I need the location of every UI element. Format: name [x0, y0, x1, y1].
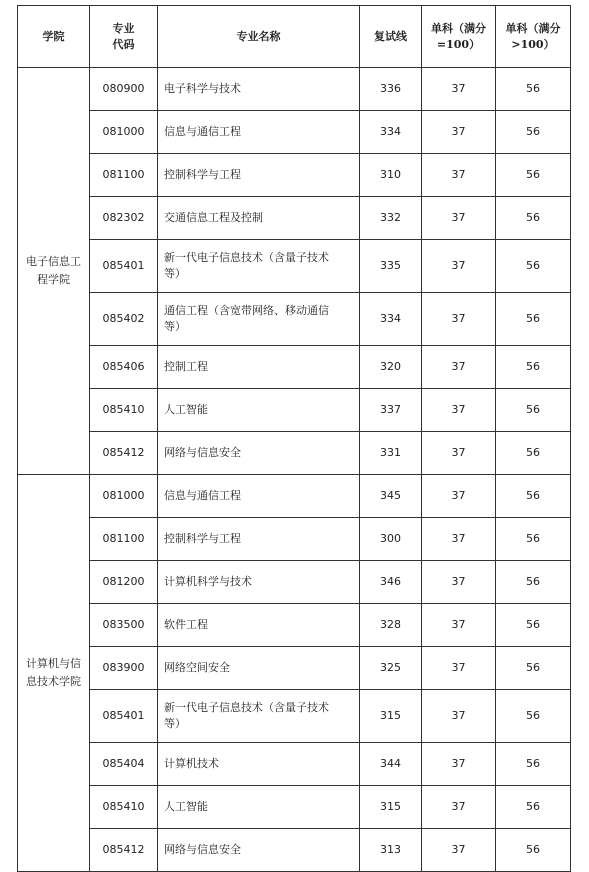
- major-name-cell: 网络空间安全: [158, 647, 360, 690]
- major-code-cell: 083900: [90, 647, 158, 690]
- header-single-gt100: [496, 6, 571, 68]
- header-single-100-text: 单科（满分 =100）: [431, 21, 486, 51]
- major-code-cell: 083500: [90, 604, 158, 647]
- major-code-cell: 081100: [90, 518, 158, 561]
- table-row: [18, 389, 571, 432]
- retest-score-cell: 315: [360, 786, 422, 829]
- major-name-cell: 计算机科学与技术: [158, 561, 360, 604]
- college-cell: 计算机与信 息技术学院: [18, 475, 90, 872]
- single-gt100-cell: 56: [496, 743, 571, 786]
- single-100-cell: 37: [422, 293, 496, 346]
- single-gt100-cell: 56: [496, 690, 571, 743]
- single-gt100-cell: 56: [496, 518, 571, 561]
- single-gt100-cell: 56: [496, 111, 571, 154]
- major-name-cell: 通信工程（含宽带网络、移动通信 等）: [158, 293, 360, 346]
- single-gt100-cell: 56: [496, 293, 571, 346]
- table-row: [18, 829, 571, 872]
- major-name-cell: 网络与信息安全: [158, 432, 360, 475]
- major-name-cell: 人工智能: [158, 786, 360, 829]
- single-gt100-cell: 56: [496, 432, 571, 475]
- header-row: [18, 6, 571, 68]
- major-code-cell: 085402: [90, 293, 158, 346]
- major-name-cell: 新一代电子信息技术（含量子技术 等）: [158, 240, 360, 293]
- retest-score-cell: 344: [360, 743, 422, 786]
- retest-score-cell: 332: [360, 197, 422, 240]
- table-row: [18, 346, 571, 389]
- table-row: [18, 690, 571, 743]
- major-name-cell: 信息与通信工程: [158, 111, 360, 154]
- retest-score-cell: 313: [360, 829, 422, 872]
- major-name-cell: 新一代电子信息技术（含量子技术 等）: [158, 690, 360, 743]
- table-row: [18, 743, 571, 786]
- single-100-cell: 37: [422, 743, 496, 786]
- header-single-gt100-text: 单科（满分 >100）: [505, 21, 561, 51]
- major-name-cell: 信息与通信工程: [158, 475, 360, 518]
- single-100-cell: 37: [422, 475, 496, 518]
- table-row: [18, 475, 571, 518]
- single-100-cell: 37: [422, 561, 496, 604]
- single-100-cell: 37: [422, 154, 496, 197]
- major-code-cell: 085406: [90, 346, 158, 389]
- major-name-cell: 控制工程: [158, 346, 360, 389]
- single-100-cell: 37: [422, 346, 496, 389]
- major-name-cell: 交通信息工程及控制: [158, 197, 360, 240]
- college-cell: 电子信息工 程学院: [18, 68, 90, 475]
- table-row: [18, 647, 571, 690]
- single-gt100-cell: 56: [496, 240, 571, 293]
- single-100-cell: 37: [422, 518, 496, 561]
- retest-score-cell: 300: [360, 518, 422, 561]
- single-100-cell: 37: [422, 68, 496, 111]
- header-retest: 复试线: [360, 6, 422, 68]
- retest-score-cell: 320: [360, 346, 422, 389]
- single-gt100-cell: 56: [496, 346, 571, 389]
- score-table: [17, 5, 571, 872]
- retest-score-cell: 310: [360, 154, 422, 197]
- retest-score-cell: 315: [360, 690, 422, 743]
- major-name-cell: 软件工程: [158, 604, 360, 647]
- single-gt100-cell: 56: [496, 68, 571, 111]
- table-row: [18, 68, 571, 111]
- single-100-cell: 37: [422, 647, 496, 690]
- table-row: [18, 518, 571, 561]
- major-code-cell: 085412: [90, 829, 158, 872]
- retest-score-cell: 335: [360, 240, 422, 293]
- table-row: [18, 154, 571, 197]
- single-gt100-cell: 56: [496, 475, 571, 518]
- major-name-cell: 网络与信息安全: [158, 829, 360, 872]
- single-100-cell: 37: [422, 604, 496, 647]
- retest-score-cell: 334: [360, 111, 422, 154]
- header-college: 学院: [18, 6, 90, 68]
- major-code-cell: 085401: [90, 690, 158, 743]
- major-code-cell: 085410: [90, 786, 158, 829]
- major-code-cell: 080900: [90, 68, 158, 111]
- single-gt100-cell: 56: [496, 154, 571, 197]
- retest-score-cell: 334: [360, 293, 422, 346]
- header-code-text: 专业 代码: [112, 21, 135, 51]
- table-row: [18, 197, 571, 240]
- single-100-cell: 37: [422, 197, 496, 240]
- major-code-cell: 085404: [90, 743, 158, 786]
- single-100-cell: 37: [422, 240, 496, 293]
- single-100-cell: 37: [422, 690, 496, 743]
- single-gt100-cell: 56: [496, 647, 571, 690]
- retest-score-cell: 336: [360, 68, 422, 111]
- major-name-cell: 计算机技术: [158, 743, 360, 786]
- table-row: [18, 561, 571, 604]
- major-name-cell: 电子科学与技术: [158, 68, 360, 111]
- single-gt100-cell: 56: [496, 197, 571, 240]
- header-name: 专业名称: [158, 6, 360, 68]
- header-code: [90, 6, 158, 68]
- table-row: [18, 604, 571, 647]
- table-row: [18, 111, 571, 154]
- single-100-cell: 37: [422, 111, 496, 154]
- major-name-cell: 人工智能: [158, 389, 360, 432]
- major-code-cell: 081000: [90, 475, 158, 518]
- retest-score-cell: 345: [360, 475, 422, 518]
- major-code-cell: 081100: [90, 154, 158, 197]
- retest-score-cell: 325: [360, 647, 422, 690]
- table-row: [18, 293, 571, 346]
- single-gt100-cell: 56: [496, 389, 571, 432]
- major-code-cell: 081000: [90, 111, 158, 154]
- table-row: [18, 786, 571, 829]
- header-single-100: [422, 6, 496, 68]
- major-code-cell: 082302: [90, 197, 158, 240]
- major-code-cell: 085412: [90, 432, 158, 475]
- single-gt100-cell: 56: [496, 561, 571, 604]
- retest-score-cell: 337: [360, 389, 422, 432]
- single-100-cell: 37: [422, 389, 496, 432]
- single-100-cell: 37: [422, 432, 496, 475]
- retest-score-cell: 331: [360, 432, 422, 475]
- major-code-cell: 081200: [90, 561, 158, 604]
- retest-score-cell: 328: [360, 604, 422, 647]
- major-name-cell: 控制科学与工程: [158, 154, 360, 197]
- table-row: [18, 240, 571, 293]
- retest-score-cell: 346: [360, 561, 422, 604]
- single-100-cell: 37: [422, 786, 496, 829]
- single-gt100-cell: 56: [496, 786, 571, 829]
- single-gt100-cell: 56: [496, 604, 571, 647]
- major-code-cell: 085401: [90, 240, 158, 293]
- single-gt100-cell: 56: [496, 829, 571, 872]
- major-name-cell: 控制科学与工程: [158, 518, 360, 561]
- table-row: [18, 432, 571, 475]
- major-code-cell: 085410: [90, 389, 158, 432]
- single-100-cell: 37: [422, 829, 496, 872]
